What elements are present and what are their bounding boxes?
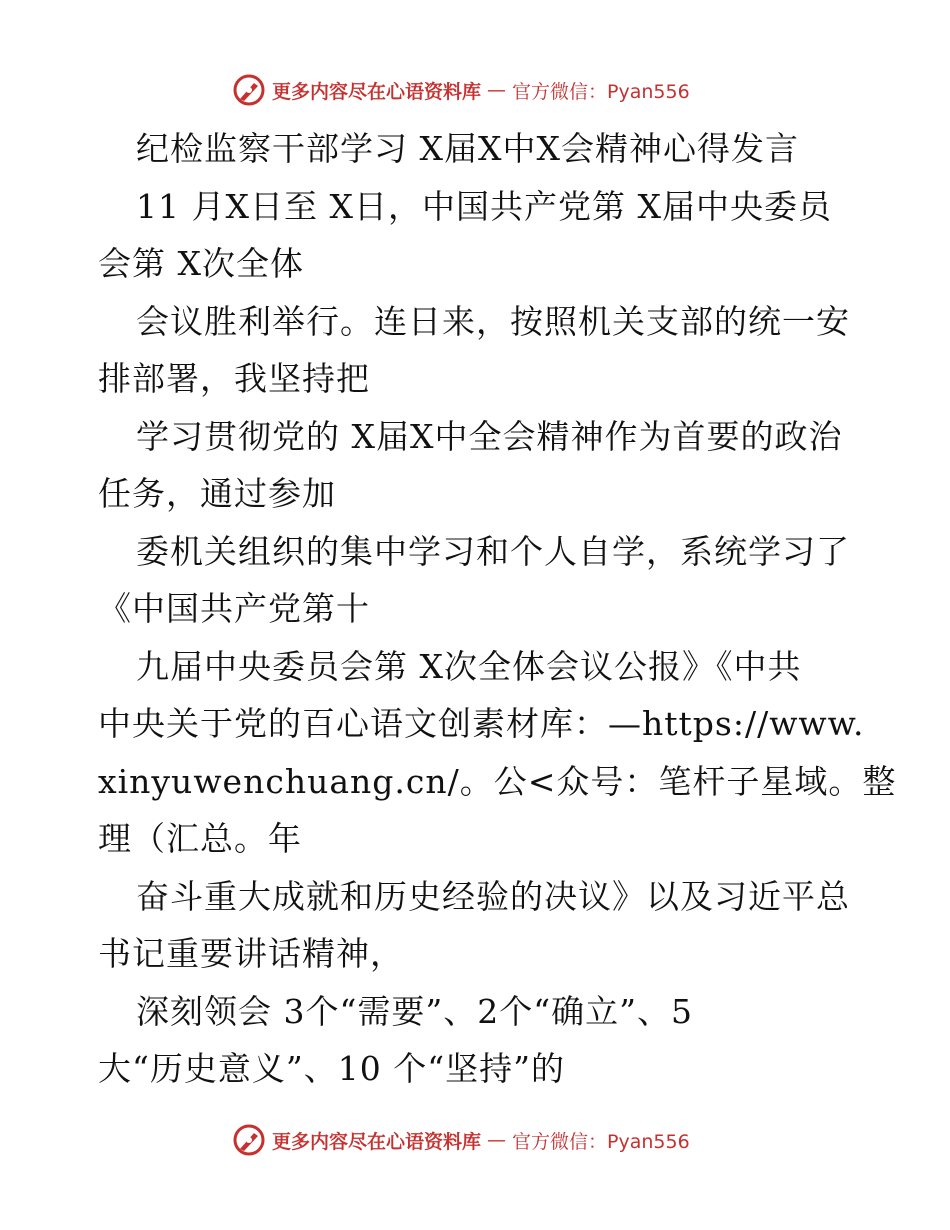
- paragraph-line: 中央关于党的百心语文创素材库：—https://www.: [98, 704, 865, 743]
- watermark-contact: 官方微信：Pyan556: [512, 80, 690, 103]
- watermark-text: 更多内容尽在心语资料库: [272, 80, 482, 103]
- paragraph-line: 委机关组织的集中学习和个人自学，系统学习了: [136, 531, 850, 571]
- paragraph-line: 会第 X次全体: [98, 244, 304, 283]
- paragraph-line: 大“历史意义”、10 个“坚持”的: [98, 1049, 565, 1088]
- pen-logo-icon: [232, 73, 266, 107]
- document-title: 纪检监察干部学习 X届X中X会精神心得发言: [136, 129, 799, 168]
- paragraph-line: 九届中央委员会第 X次全体会议公报》《中共: [136, 646, 802, 686]
- paragraph-line: 理（汇总。年: [98, 819, 302, 858]
- paragraph-line: 排部署，我坚持把: [98, 359, 370, 398]
- watermark-separator: —: [487, 79, 507, 101]
- paragraph-line: 书记重要讲话精神，: [98, 934, 404, 973]
- paragraph-line: xinyuwenchuang.cn/。公<众号：笔杆子星域。整: [98, 761, 897, 801]
- watermark-text: 更多内容尽在心语资料库: [272, 1130, 482, 1153]
- watermark-separator: —: [487, 1129, 507, 1151]
- footer-watermark: [232, 1120, 690, 1160]
- paragraph-line: 11 月X日至 X日，中国共产党第 X届中央委员: [136, 186, 832, 226]
- document-body: [98, 120, 897, 1098]
- pen-logo-icon: [232, 1123, 266, 1157]
- header-watermark: [232, 70, 690, 110]
- paragraph-line: 《中国共产党第十: [98, 589, 370, 628]
- paragraph-line: 会议胜利举行。连日来，按照机关支部的统一安: [136, 301, 850, 341]
- watermark-contact: 官方微信：Pyan556: [512, 1130, 690, 1153]
- paragraph-line: 深刻领会 3个“需要”、2个“确立”、5: [136, 991, 693, 1031]
- paragraph-line: 学习贯彻党的 X届X中全会精神作为首要的政治: [136, 416, 843, 456]
- paragraph-line: 任务，通过参加: [98, 474, 336, 513]
- paragraph-line: 奋斗重大成就和历史经验的决议》以及习近平总: [136, 876, 850, 916]
